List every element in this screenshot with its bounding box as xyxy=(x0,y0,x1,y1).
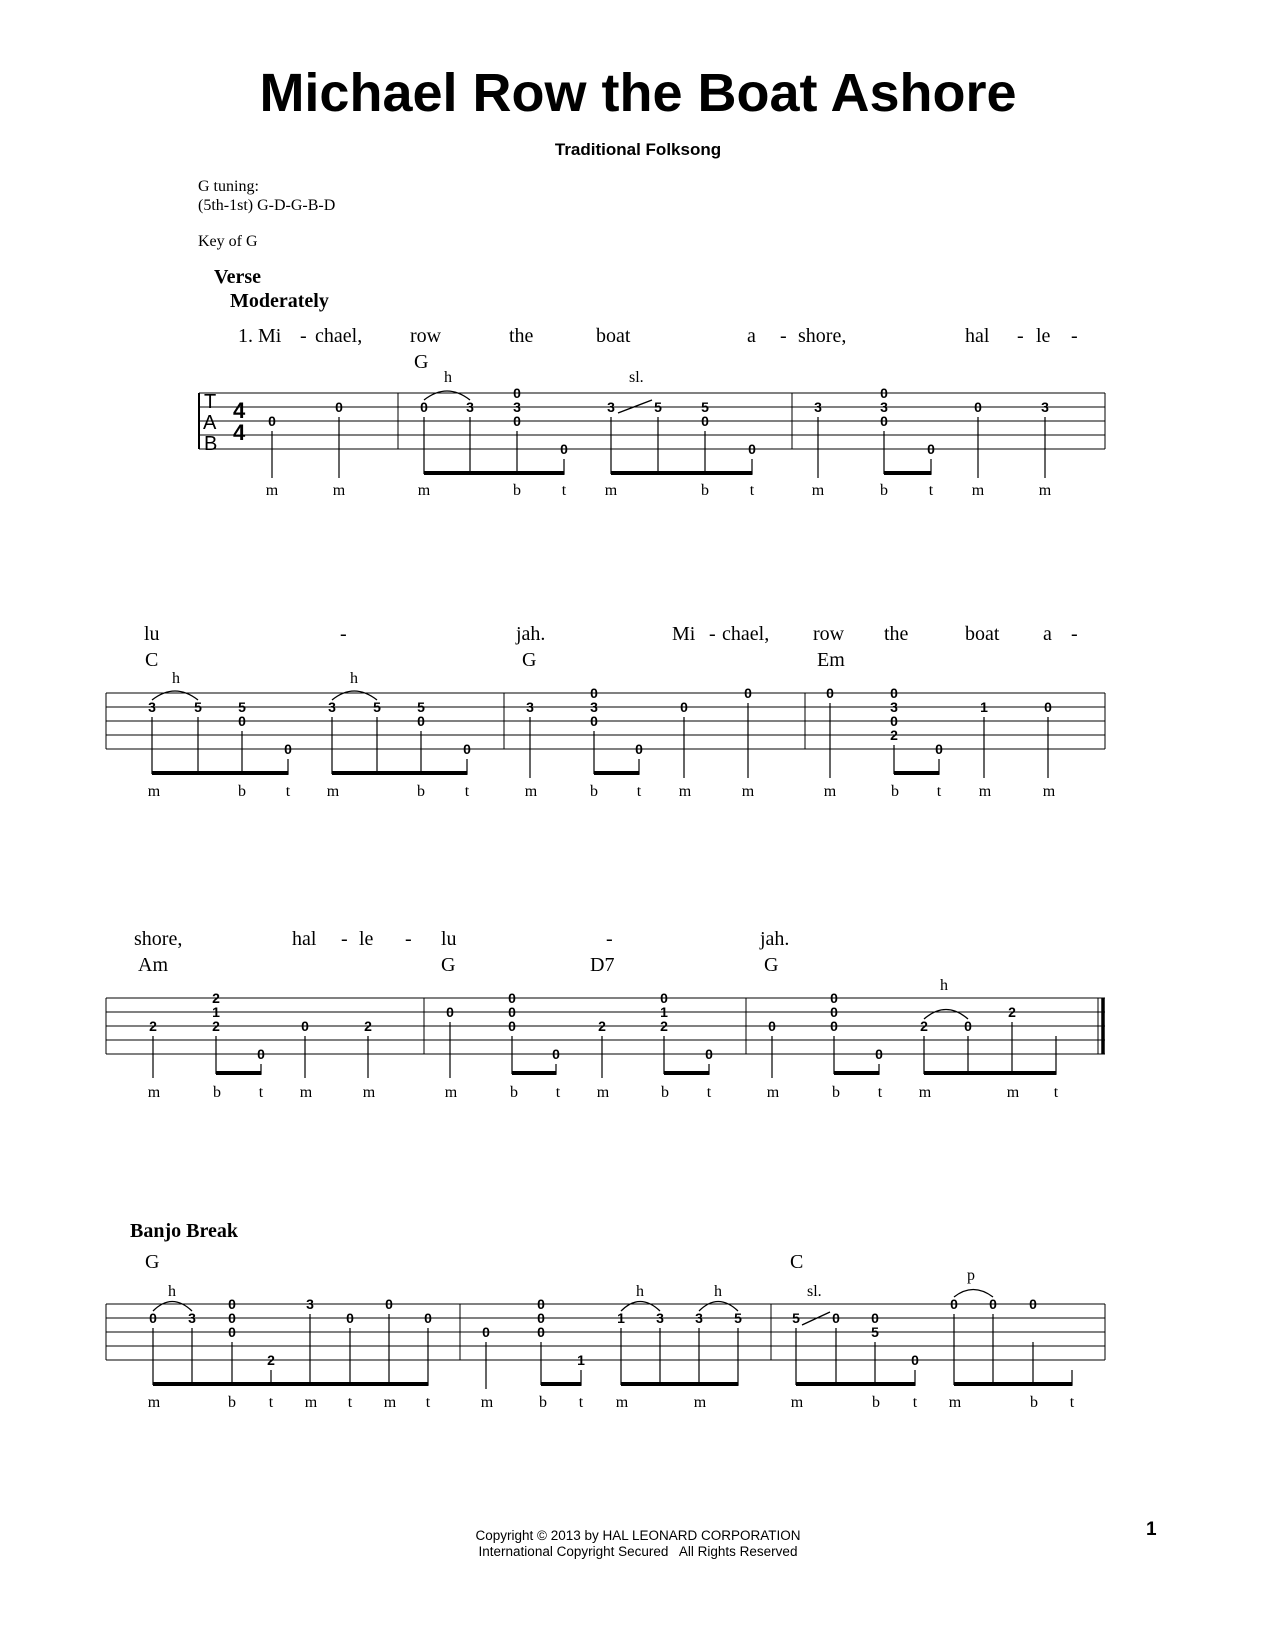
pick-finger: m xyxy=(265,482,279,499)
fret-number: 0 xyxy=(974,399,982,415)
fret-number: 0 xyxy=(284,741,292,757)
fret-number: 5 xyxy=(792,1310,800,1326)
fret-number: 2 xyxy=(890,727,898,743)
pull-off-label: p xyxy=(967,1267,975,1284)
pick-finger: b xyxy=(510,1084,518,1101)
fret-number: 0 xyxy=(826,685,834,701)
lyric-syllable: Mi xyxy=(672,623,696,645)
fret-number: 1 xyxy=(577,1352,585,1368)
lyric-syllable: lu xyxy=(441,928,457,950)
pick-finger: m xyxy=(480,1394,494,1411)
chord-symbol: G xyxy=(414,351,429,373)
pick-finger: m xyxy=(524,783,538,800)
fret-number: 0 xyxy=(830,1004,838,1020)
fret-number: 0 xyxy=(935,741,943,757)
fret-number: 0 xyxy=(875,1046,883,1062)
hammer-on-label: h xyxy=(714,1283,722,1300)
fret-number: 0 xyxy=(1044,699,1052,715)
fret-number: 0 xyxy=(560,441,568,457)
lyric-syllable: - xyxy=(709,623,716,645)
tab-clef-t: T xyxy=(204,391,217,413)
lyric-syllable: jah. xyxy=(516,623,546,645)
key-signature-text: Key of G xyxy=(198,233,258,250)
fret-number: 0 xyxy=(508,1004,516,1020)
pick-finger: m xyxy=(811,482,825,499)
fret-number: 0 xyxy=(768,1018,776,1034)
pick-pattern xyxy=(148,1394,1075,1411)
pick-finger: b xyxy=(832,1084,840,1101)
banjo-break-heading: Banjo Break xyxy=(130,1220,238,1242)
fret-number: 2 xyxy=(920,1018,928,1034)
pick-finger: m xyxy=(948,1394,962,1411)
pick-finger: t xyxy=(936,783,942,800)
pick-finger: t xyxy=(578,1394,584,1411)
fret-number: 0 xyxy=(748,441,756,457)
fret-number: 0 xyxy=(513,413,521,429)
pick-finger: b xyxy=(1030,1394,1038,1411)
fret-number: 3 xyxy=(890,699,898,715)
lyric-syllable: row xyxy=(813,623,845,645)
pick-finger: t xyxy=(561,482,567,499)
pick-finger: m xyxy=(741,783,755,800)
chord-symbol: C xyxy=(145,649,159,671)
chord-symbol: C xyxy=(790,1251,804,1273)
chord-symbol: Am xyxy=(138,954,168,976)
pick-finger: m xyxy=(596,1084,610,1101)
pick-finger: t xyxy=(706,1084,712,1101)
fret-number: 3 xyxy=(188,1310,196,1326)
fret-number: 0 xyxy=(911,1352,919,1368)
pick-finger: m xyxy=(147,1394,161,1411)
fret-number: 5 xyxy=(373,699,381,715)
fret-number: 0 xyxy=(508,1018,516,1034)
fret-number: 2 xyxy=(212,1018,220,1034)
rights-line: International Copyright Secured All Rights Reserved xyxy=(478,1544,798,1559)
lyric-syllable: - xyxy=(341,928,348,950)
lyric-syllable: - xyxy=(780,325,787,347)
fret-number: 0 xyxy=(950,1296,958,1312)
hammer-on-label: h xyxy=(168,1283,176,1300)
lyric-syllable: row xyxy=(410,325,442,347)
verse-heading: Verse xyxy=(214,266,262,288)
pick-finger: t xyxy=(285,783,291,800)
chord-symbol: G xyxy=(441,954,456,976)
fret-number: 0 xyxy=(346,1310,354,1326)
fret-number: 0 xyxy=(705,1046,713,1062)
fret-number: 3 xyxy=(306,1296,314,1312)
slide-label: sl. xyxy=(807,1283,822,1300)
fret-number: 5 xyxy=(734,1310,742,1326)
lyric-syllable: 1. Mi xyxy=(238,325,282,347)
fret-number: 0 xyxy=(880,385,888,401)
hammer-on-arc xyxy=(621,1302,660,1312)
hammer-on-label: h xyxy=(940,977,948,994)
lyric-syllable: the xyxy=(509,325,534,347)
hammer-on-arc xyxy=(153,1302,192,1312)
pick-finger: m xyxy=(604,482,618,499)
pick-finger: m xyxy=(362,1084,376,1101)
lyric-syllable: - xyxy=(1071,623,1078,645)
pick-finger: m xyxy=(444,1084,458,1101)
pick-finger: t xyxy=(636,783,642,800)
fret-number: 1 xyxy=(212,1004,220,1020)
pick-finger: b xyxy=(228,1394,236,1411)
fret-number: 0 xyxy=(537,1310,545,1326)
pick-finger: m xyxy=(1038,482,1052,499)
pick-finger: m xyxy=(326,783,340,800)
lyric-syllable: the xyxy=(884,623,909,645)
lyric-syllable: shore, xyxy=(798,325,847,347)
hammer-on-label: h xyxy=(444,369,452,386)
fret-number: 0 xyxy=(890,685,898,701)
pick-finger: m xyxy=(147,1084,161,1101)
pick-finger: t xyxy=(1053,1084,1059,1101)
tempo-marking: Moderately xyxy=(230,290,329,312)
pick-finger: m xyxy=(383,1394,397,1411)
fret-number: 2 xyxy=(660,1018,668,1034)
hammer-on-label: h xyxy=(172,670,180,687)
copyright-line: Copyright © 2013 by HAL LEONARD CORPORATION xyxy=(475,1528,801,1543)
pick-finger: m xyxy=(971,482,985,499)
tuning-label: G tuning: xyxy=(198,178,259,195)
fret-number: 0 xyxy=(335,399,343,415)
lyric-syllable: - xyxy=(340,623,347,645)
chord-symbol: G xyxy=(145,1251,160,1273)
fret-number: 0 xyxy=(832,1310,840,1326)
page-number: 1 xyxy=(1146,1519,1157,1540)
fret-number: 0 xyxy=(149,1310,157,1326)
pick-finger: t xyxy=(1069,1394,1075,1411)
song-title: Michael Row the Boat Ashore xyxy=(259,63,1017,123)
fret-number: 0 xyxy=(513,385,521,401)
fret-number: 0 xyxy=(830,990,838,1006)
pick-finger: m xyxy=(1042,783,1056,800)
fret-number: 3 xyxy=(814,399,822,415)
fret-number: 3 xyxy=(695,1310,703,1326)
pick-finger: m xyxy=(615,1394,629,1411)
fret-number: 0 xyxy=(680,699,688,715)
fret-number: 0 xyxy=(463,741,471,757)
lyric-syllable: hal xyxy=(965,325,990,347)
fret-number: 0 xyxy=(228,1310,236,1326)
fret-number: 0 xyxy=(482,1324,490,1340)
hammer-on-label: h xyxy=(350,670,358,687)
pick-finger: b xyxy=(513,482,521,499)
fret-number: 2 xyxy=(364,1018,372,1034)
chord-symbol: G xyxy=(522,649,537,671)
pick-finger: m xyxy=(766,1084,780,1101)
pick-finger: t xyxy=(425,1394,431,1411)
time-sig-top: 4 xyxy=(233,398,246,423)
pick-finger: t xyxy=(749,482,755,499)
fret-number: 0 xyxy=(268,413,276,429)
fret-number: 3 xyxy=(148,699,156,715)
pick-finger: m xyxy=(790,1394,804,1411)
lyric-syllable: - xyxy=(300,325,307,347)
fret-number: 0 xyxy=(660,990,668,1006)
fret-number: 1 xyxy=(617,1310,625,1326)
fret-number: 0 xyxy=(1029,1296,1037,1312)
fret-number: 0 xyxy=(417,713,425,729)
time-sig-bottom: 4 xyxy=(233,420,246,445)
chord-symbol: D7 xyxy=(590,954,615,976)
fret-number: 0 xyxy=(424,1310,432,1326)
lyric-syllable: boat xyxy=(965,623,1000,645)
lyric-syllable: a xyxy=(747,325,756,347)
fret-number: 2 xyxy=(1008,1004,1016,1020)
fret-number: 5 xyxy=(701,399,709,415)
fret-number: 0 xyxy=(701,413,709,429)
lyric-syllable: le xyxy=(1036,325,1051,347)
fret-number: 0 xyxy=(238,713,246,729)
lyric-syllable: - xyxy=(606,928,613,950)
pick-finger: m xyxy=(678,783,692,800)
lyric-syllable: boat xyxy=(596,325,631,347)
tab-clef-b: B xyxy=(204,433,218,455)
lyric-syllable: le xyxy=(359,928,374,950)
pick-finger: b xyxy=(238,783,246,800)
fret-number: 0 xyxy=(989,1296,997,1312)
fret-number: 1 xyxy=(660,1004,668,1020)
pick-finger: m xyxy=(299,1084,313,1101)
fret-number: 0 xyxy=(964,1018,972,1034)
fret-number: 0 xyxy=(257,1046,265,1062)
lyric-syllable: - xyxy=(1071,325,1078,347)
fret-number: 3 xyxy=(1041,399,1049,415)
fret-number: 0 xyxy=(871,1310,879,1326)
tab-clef-a: A xyxy=(203,412,217,434)
fret-number: 0 xyxy=(635,741,643,757)
pick-finger: t xyxy=(912,1394,918,1411)
pick-finger: t xyxy=(877,1084,883,1101)
pick-finger: b xyxy=(661,1084,669,1101)
fret-number: 0 xyxy=(228,1324,236,1340)
tuning-notes: (5th-1st) G-D-G-B-D xyxy=(198,197,336,214)
pick-finger: m xyxy=(417,482,431,499)
fret-number: 3 xyxy=(607,399,615,415)
fret-number: 0 xyxy=(880,413,888,429)
pick-finger: b xyxy=(213,1084,221,1101)
fret-number: 5 xyxy=(871,1324,879,1340)
lyric-syllable: chael, xyxy=(722,623,770,645)
fret-number: 0 xyxy=(508,990,516,1006)
fret-number: 0 xyxy=(420,399,428,415)
pick-finger: b xyxy=(880,482,888,499)
pick-finger: m xyxy=(978,783,992,800)
lyric-syllable: lu xyxy=(144,623,160,645)
fret-number: 5 xyxy=(238,699,246,715)
tab-staff xyxy=(106,1304,1105,1360)
fret-number: 0 xyxy=(228,1296,236,1312)
pick-finger: m xyxy=(147,783,161,800)
lyric-syllable: - xyxy=(405,928,412,950)
pick-finger: t xyxy=(268,1394,274,1411)
pick-finger: m xyxy=(823,783,837,800)
pick-finger: m xyxy=(693,1394,707,1411)
lyric-syllable: jah. xyxy=(760,928,790,950)
fret-number: 3 xyxy=(513,399,521,415)
pick-finger: m xyxy=(332,482,346,499)
note-beams xyxy=(153,1382,1073,1386)
lyric-syllable: - xyxy=(1017,325,1024,347)
fret-number: 0 xyxy=(552,1046,560,1062)
fret-number: 3 xyxy=(590,699,598,715)
pick-finger: b xyxy=(872,1394,880,1411)
fret-number: 2 xyxy=(598,1018,606,1034)
pull-off-arc xyxy=(954,1290,993,1298)
pick-finger: t xyxy=(258,1084,264,1101)
fret-number: 3 xyxy=(466,399,474,415)
fret-number: 0 xyxy=(890,713,898,729)
pick-finger: b xyxy=(891,783,899,800)
lyric-syllable: chael, xyxy=(315,325,363,347)
fret-number: 0 xyxy=(446,1004,454,1020)
fret-number: 0 xyxy=(385,1296,393,1312)
fret-number: 0 xyxy=(927,441,935,457)
chord-symbol: Em xyxy=(817,649,845,671)
fret-number: 0 xyxy=(537,1296,545,1312)
pick-finger: t xyxy=(347,1394,353,1411)
slide-label: sl. xyxy=(629,369,644,386)
pick-finger: m xyxy=(918,1084,932,1101)
pick-finger: t xyxy=(555,1084,561,1101)
lyric-syllable: hal xyxy=(292,928,317,950)
pick-finger: t xyxy=(464,783,470,800)
fret-number: 3 xyxy=(880,399,888,415)
fret-number: 0 xyxy=(537,1324,545,1340)
fret-number: 2 xyxy=(267,1352,275,1368)
fret-number: 5 xyxy=(194,699,202,715)
fret-number: 0 xyxy=(590,713,598,729)
lyric-syllable: shore, xyxy=(134,928,183,950)
fret-number: 2 xyxy=(212,990,220,1006)
composer-credit: Traditional Folksong xyxy=(554,140,722,159)
pick-finger: b xyxy=(701,482,709,499)
fret-number: 0 xyxy=(590,685,598,701)
hammer-on-arc xyxy=(699,1302,738,1312)
fret-number: 0 xyxy=(830,1018,838,1034)
pick-finger: b xyxy=(590,783,598,800)
copyright-notice xyxy=(0,1528,1276,1560)
fret-number: 5 xyxy=(654,399,662,415)
lyric-syllable: a xyxy=(1043,623,1052,645)
fret-number: 3 xyxy=(656,1310,664,1326)
pick-finger: m xyxy=(1006,1084,1020,1101)
fret-number: 2 xyxy=(149,1018,157,1034)
note-stems xyxy=(153,1314,1072,1389)
chord-symbol: G xyxy=(764,954,779,976)
hammer-on-label: h xyxy=(636,1283,644,1300)
fret-number: 3 xyxy=(526,699,534,715)
pick-finger: b xyxy=(539,1394,547,1411)
fret-number: 3 xyxy=(328,699,336,715)
pick-finger: t xyxy=(928,482,934,499)
fret-number: 0 xyxy=(744,685,752,701)
fret-number: 5 xyxy=(417,699,425,715)
fret-number: 1 xyxy=(980,699,988,715)
pick-finger: b xyxy=(417,783,425,800)
fret-number: 0 xyxy=(301,1018,309,1034)
pick-finger: m xyxy=(304,1394,318,1411)
